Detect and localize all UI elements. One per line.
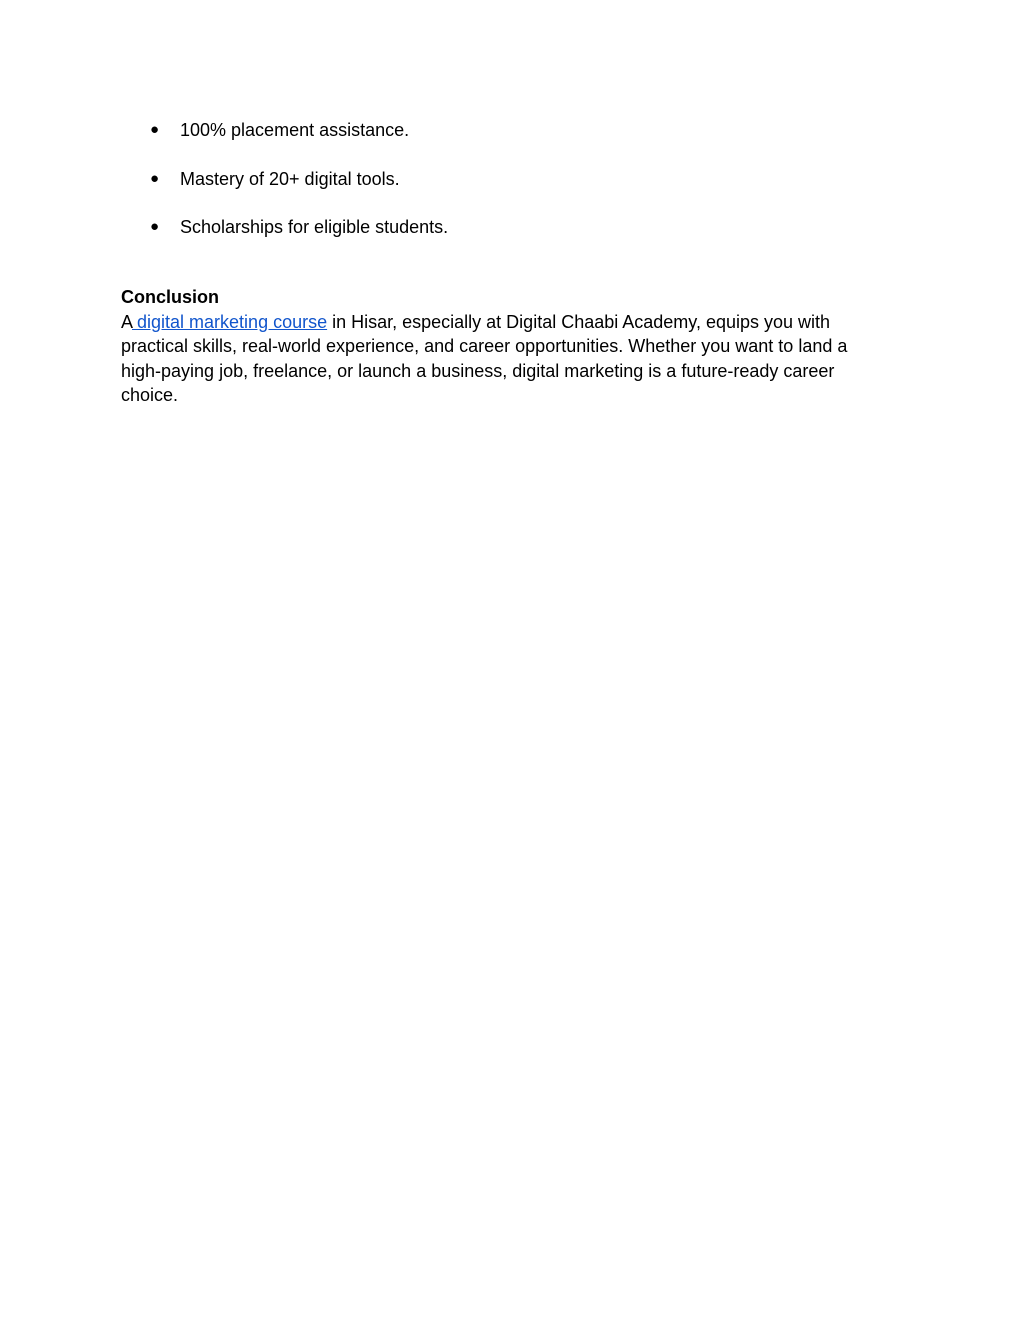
digital-marketing-course-link[interactable]: digital marketing course (132, 311, 328, 332)
conclusion-heading: Conclusion (121, 287, 219, 307)
list-item-text: Scholarships for eligible students. (180, 217, 449, 237)
bullet-icon: ● (150, 169, 160, 187)
list-item-text: 100% placement assistance. (180, 120, 410, 140)
conclusion-paragraph (121, 310, 881, 408)
bullet-icon: ● (150, 121, 160, 138)
bullet-icon: ● (150, 218, 160, 235)
conclusion-lead-text: A (121, 311, 133, 332)
list-item-text: Mastery of 20+ digital tools. (180, 168, 400, 189)
conclusion-body-text: in Hisar, especially at Digital Chaabi Academy, equips you with practical skills, real-world experience, and career opportunities. Whether you want to land a high-paying job, freelance, or launch a business, digital marketing is a future-ready career choice. (121, 311, 848, 405)
